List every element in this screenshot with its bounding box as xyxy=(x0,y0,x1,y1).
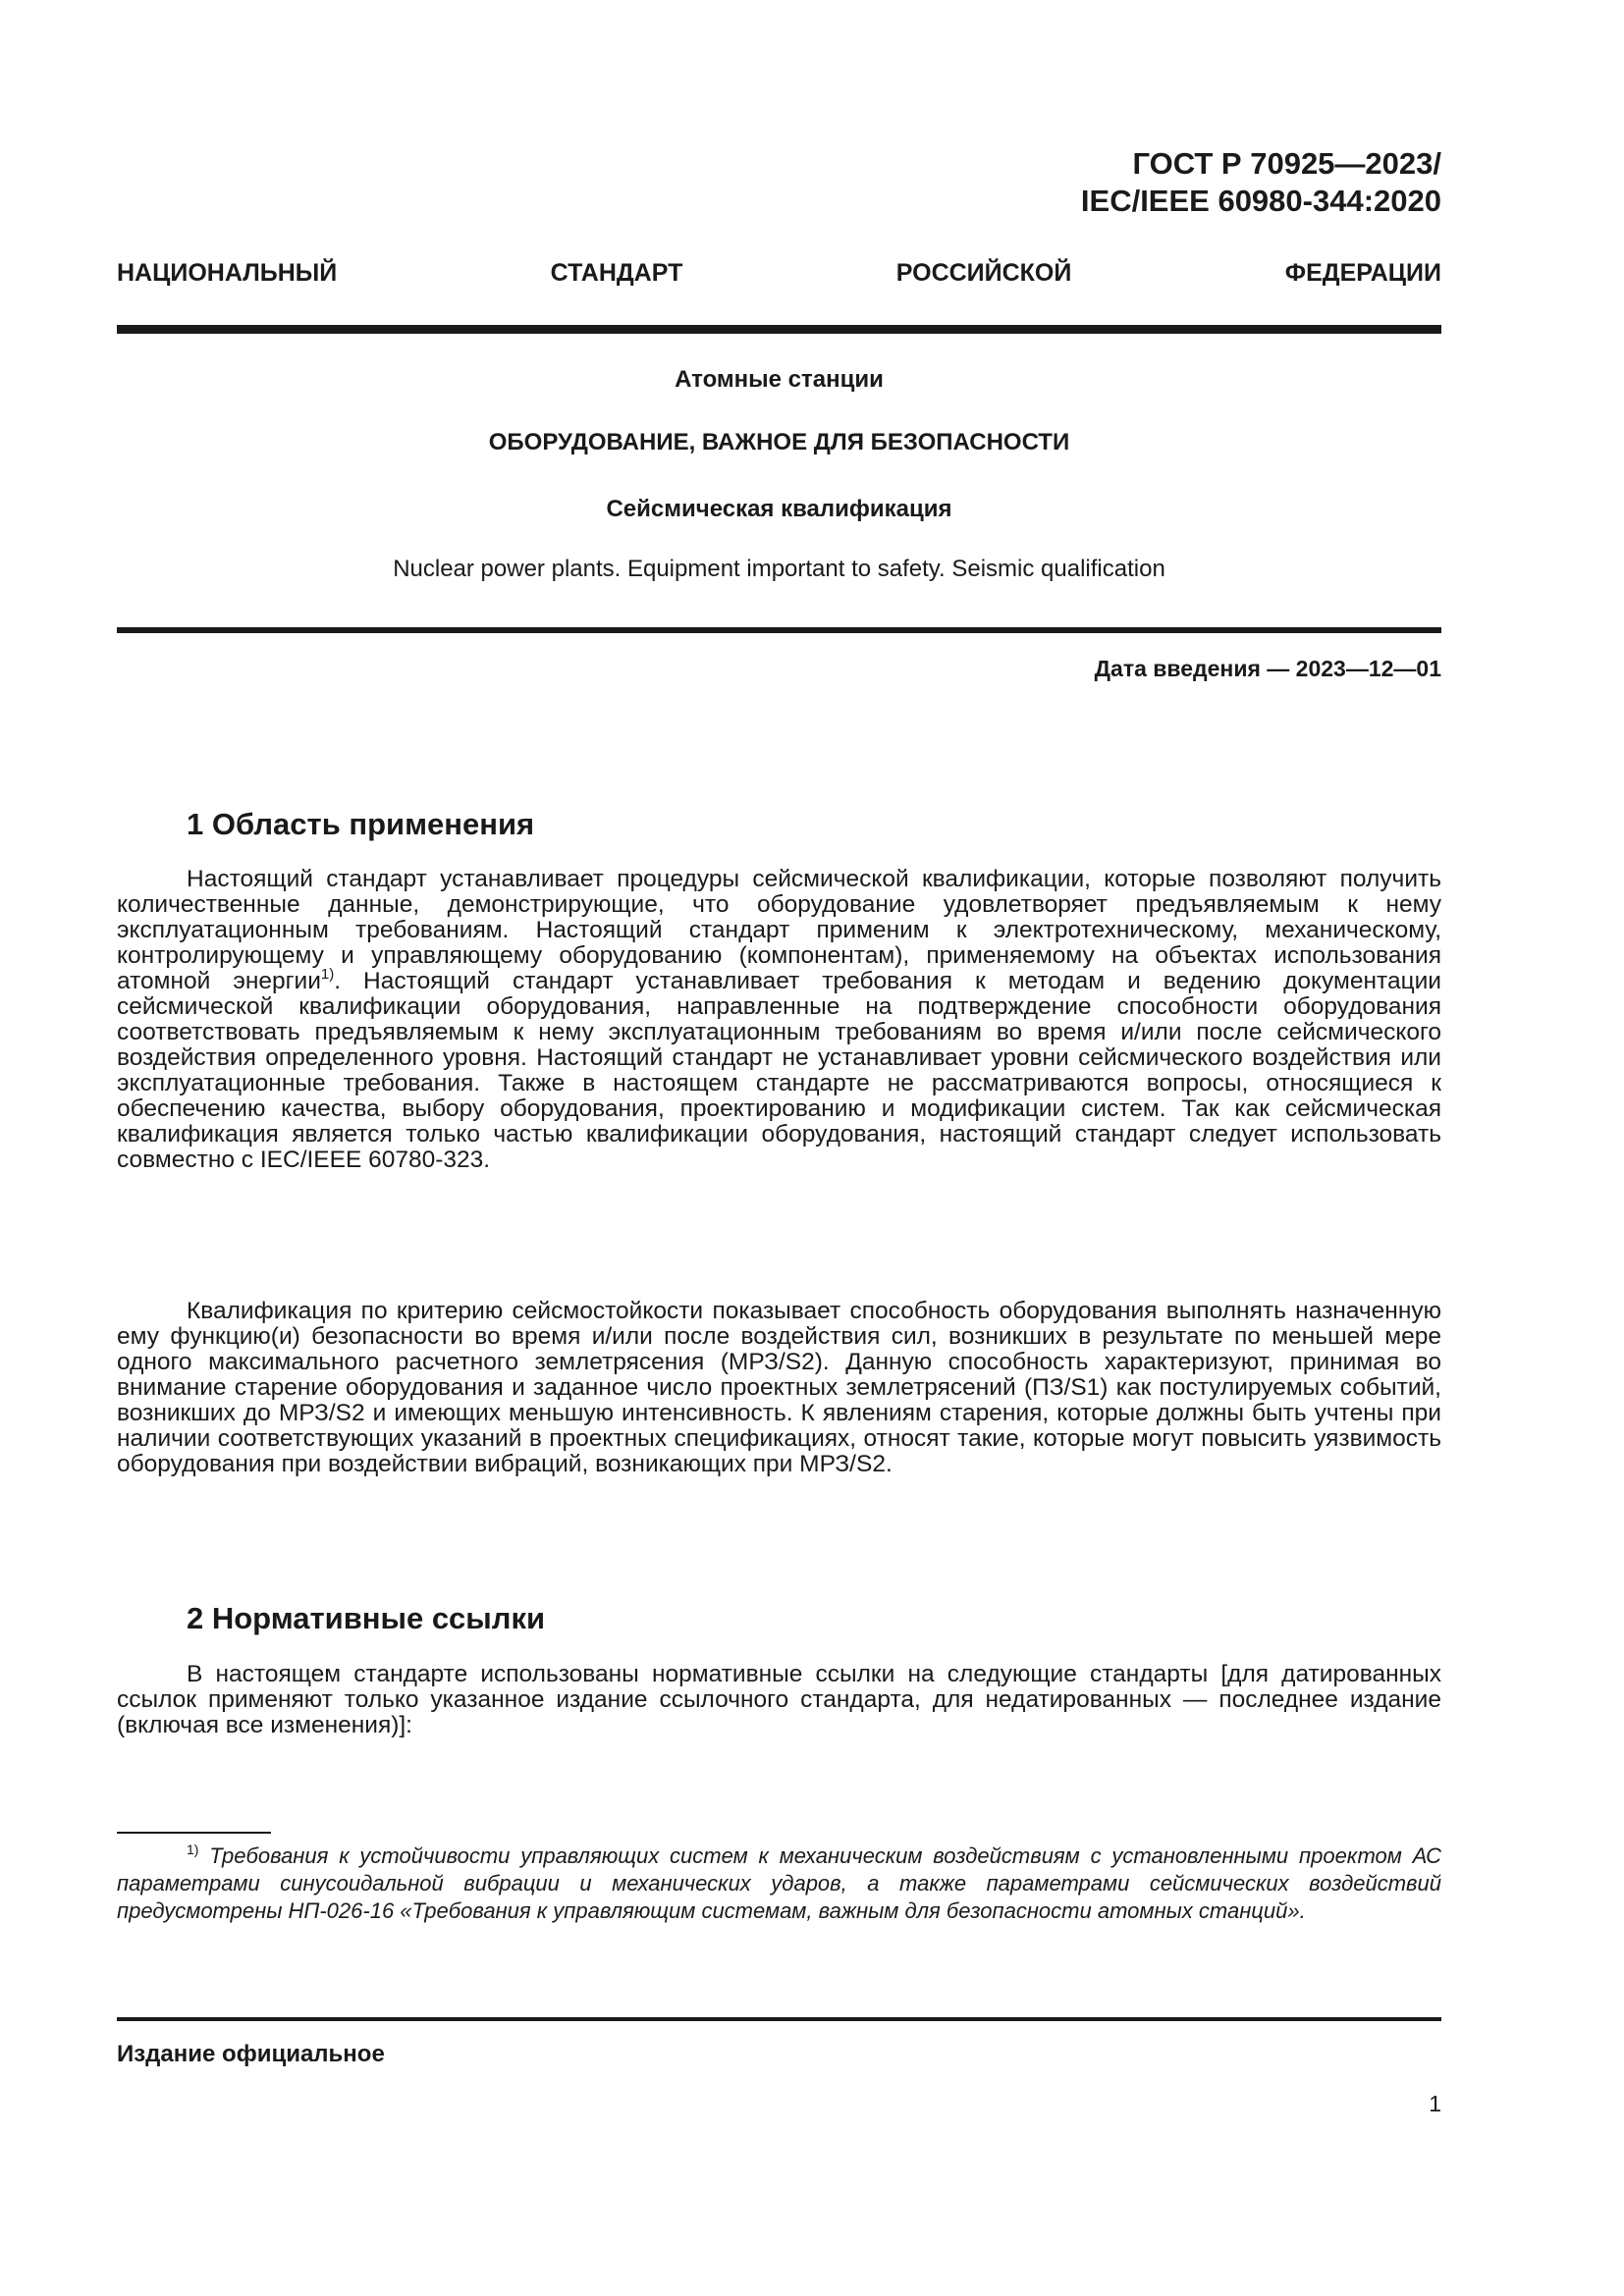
footnote-text: Требования к устойчивости управляющих систем к механическим воздействиям с установленными проектом АС параметрами синусоидальной вибрации и механических ударов, а также параметрами сейсмических воздействий предусмотрены НП-026-16 «Требования к управляющим системам, важным для безопасности атомных станций». xyxy=(117,1843,1441,1923)
title-line-2: ОБОРУДОВАНИЕ, ВАЖНОЕ ДЛЯ БЕЗОПАСНОСТИ xyxy=(488,429,1070,455)
footnote xyxy=(117,1842,1441,1925)
document-number-line-1: ГОСТ Р 70925—2023/ xyxy=(1132,146,1441,181)
english-title: Nuclear power plants. Equipment important to safety. Seismic qualification xyxy=(393,556,1165,582)
title-line-3: Сейсмическая квалификация xyxy=(606,496,952,522)
top-divider xyxy=(117,325,1441,334)
section-2-paragraph-1: В настоящем стандарте использованы нормативные ссылки на следующие стандарты [для датированных ссылок применяют только указанное издание ссылочного стандарта, для недатированных — последнее издание (включая все изменения)]: xyxy=(117,1661,1441,1738)
bottom-divider xyxy=(117,2017,1441,2021)
section-2-heading: 2 Нормативные ссылки xyxy=(187,1601,546,1635)
paragraph-text-continued: . Настоящий стандарт устанавливает требования к методам и ведению документации сейсмической квалификации оборудования, направленные на подтверждение способности оборудования соответствовать предъявляемым к нему эксплуатационным требованиям во время и/или после сейсмического воздействия определенного уровня. Настоящий стандарт не устанавливает уровни сейсмического воздействия или эксплуатационные требования. Также в настоящем стандарте не рассматриваются вопросы, относящиеся к обеспечению качества, выбору оборудования, проектированию и модификации систем. Так как сейсмическая квалификация является только частью квалификации оборудования, настоящий стандарт следует использовать совместно с IEC/IEEE 60780-323. xyxy=(117,968,1441,1173)
section-1-heading: 1 Область применения xyxy=(187,807,535,841)
footnote-marker: 1) xyxy=(187,1842,199,1857)
title-divider xyxy=(117,627,1441,633)
paragraph-text: Настоящий стандарт устанавливает процедуры сейсмической квалификации, которые позволяют получить количественные данные, демонстрирующие, что оборудование удовлетворяет предъявляемым к нему эксплуатационным требованиям. Настоящий стандарт применим к электротехническому, механическому, контролирующему и управляющему оборудованию (компонентам), применяемому на объектах использования атомной энергии xyxy=(117,866,1441,994)
footnote-divider xyxy=(117,1832,271,1834)
section-1-paragraph-1 xyxy=(117,867,1441,1173)
document-number xyxy=(1081,145,1441,220)
section-1-paragraph-2: Квалификация по критерию сейсмостойкости показывает способность оборудования выполнять назначенную ему функцию(и) безопасности во время и/или после воздействия сил, возникших в результате по меньшей мере одного максимального расчетного землетрясения (МРЗ/S2). Данную способность характеризуют, принимая во внимание старение оборудования и заданное число проектных землетрясений (ПЗ/S1) как постулируемых событий, возникших до МРЗ/S2 и имеющих меньшую интенсивность. К явлениям старения, которые должны быть учтены при наличии соответствующих указаний в проектных спецификациях, относят такие, которые могут повысить уязвимость оборудования при воздействии вибраций, возникающих при МРЗ/S2. xyxy=(117,1298,1441,1477)
introduction-date: Дата введения — 2023—12—01 xyxy=(1094,656,1441,681)
official-edition-label: Издание официальное xyxy=(117,2041,385,2067)
title-line-1: Атомные станции xyxy=(675,366,884,393)
national-standard-banner: НАЦИОНАЛЬНЫЙ СТАНДАРТ РОССИЙСКОЙ ФЕДЕРАЦИИ xyxy=(117,259,1441,287)
page-number: 1 xyxy=(1429,2091,1441,2116)
document-number-line-2: IEC/IEEE 60980-344:2020 xyxy=(1080,184,1441,218)
footnote-reference: 1) xyxy=(320,966,335,983)
